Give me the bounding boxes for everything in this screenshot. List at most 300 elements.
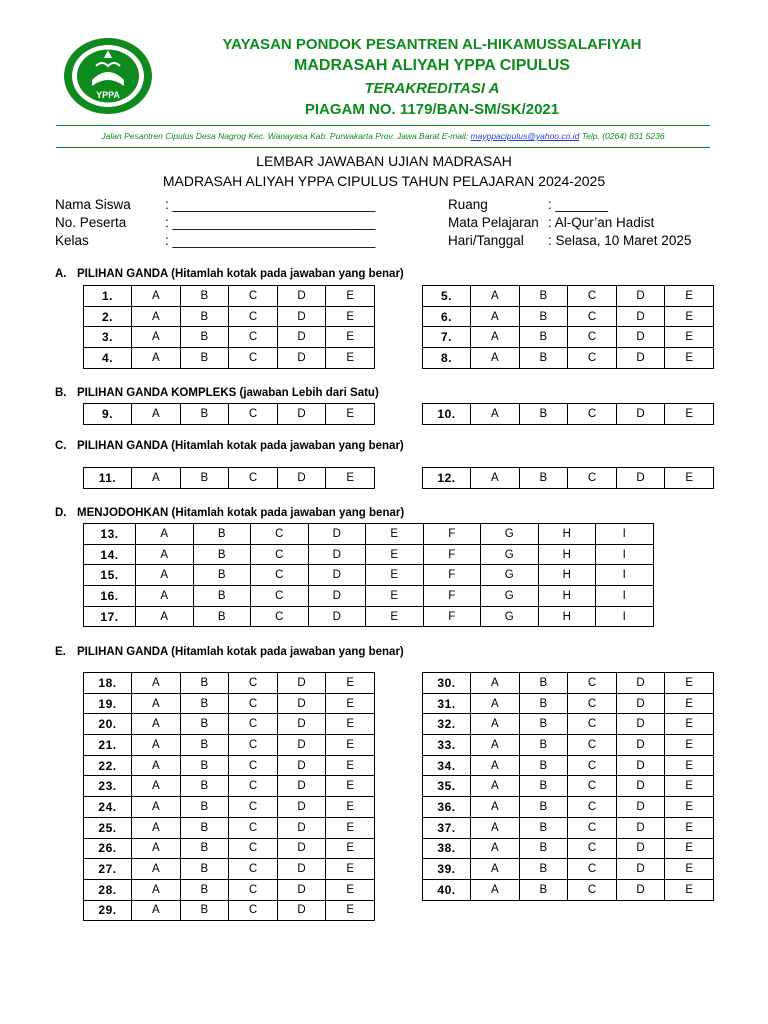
answer-option-box[interactable]: B: [519, 306, 568, 327]
answer-option-box[interactable]: C: [229, 673, 278, 694]
answer-table-a-right: [422, 285, 714, 369]
answer-option-box[interactable]: E: [326, 797, 375, 818]
answer-option-box[interactable]: A: [132, 348, 181, 369]
answer-table-c-right: [422, 467, 714, 489]
answer-option-box[interactable]: A: [132, 859, 181, 880]
answer-option-box[interactable]: C: [568, 404, 617, 425]
answer-option-box[interactable]: C: [568, 693, 617, 714]
answer-option-box[interactable]: E: [326, 838, 375, 859]
answer-option-box[interactable]: B: [180, 755, 229, 776]
answer-option-box[interactable]: E: [665, 859, 714, 880]
answer-option-box[interactable]: D: [308, 586, 366, 607]
answer-option-box[interactable]: E: [665, 286, 714, 307]
answer-option-box[interactable]: E: [665, 306, 714, 327]
answer-option-box[interactable]: C: [568, 838, 617, 859]
answer-option-box[interactable]: C: [568, 286, 617, 307]
answer-option-box[interactable]: E: [665, 735, 714, 756]
section-c-heading: [55, 440, 404, 452]
answer-option-box[interactable]: E: [665, 817, 714, 838]
answer-option-box[interactable]: C: [568, 714, 617, 735]
answer-option-box[interactable]: E: [366, 524, 424, 545]
answer-option-box[interactable]: C: [568, 673, 617, 694]
answer-row: [84, 693, 375, 714]
info-nama: [55, 197, 375, 212]
answer-option-box[interactable]: C: [229, 348, 278, 369]
answer-table-c-left: [83, 467, 375, 489]
answer-option-box[interactable]: A: [471, 879, 520, 900]
answer-option-box[interactable]: A: [471, 673, 520, 694]
answer-option-box[interactable]: E: [326, 468, 375, 489]
answer-option-box[interactable]: E: [326, 348, 375, 369]
answer-option-box[interactable]: D: [277, 838, 326, 859]
section-c-title: PILIHAN GANDA (Hitamlah kotak pada jawaban yang benar): [77, 440, 404, 452]
answer-option-box[interactable]: A: [471, 797, 520, 818]
answer-option-box[interactable]: E: [665, 879, 714, 900]
answer-option-box[interactable]: B: [180, 714, 229, 735]
answer-option-box[interactable]: A: [471, 859, 520, 880]
answer-option-box[interactable]: C: [229, 327, 278, 348]
question-number: 16.: [84, 586, 136, 607]
answer-table-d: [83, 523, 654, 627]
answer-option-box[interactable]: A: [132, 838, 181, 859]
answer-option-box[interactable]: A: [471, 817, 520, 838]
answer-row: [84, 900, 375, 921]
answer-option-box[interactable]: B: [180, 673, 229, 694]
kelas-value: : ___________________________: [165, 233, 376, 248]
answer-option-box[interactable]: C: [251, 586, 309, 607]
answer-option-box[interactable]: A: [132, 755, 181, 776]
answer-option-box[interactable]: D: [616, 327, 665, 348]
answer-option-box[interactable]: C: [229, 900, 278, 921]
answer-row: [84, 606, 654, 627]
answer-option-box[interactable]: E: [326, 879, 375, 900]
answer-option-box[interactable]: A: [132, 404, 181, 425]
question-number: 7.: [423, 327, 471, 348]
answer-option-box[interactable]: B: [193, 524, 251, 545]
answer-option-box[interactable]: E: [665, 776, 714, 797]
answer-option-box[interactable]: A: [132, 797, 181, 818]
answer-option-box[interactable]: G: [481, 544, 539, 565]
answer-option-box[interactable]: D: [277, 817, 326, 838]
question-number: 5.: [423, 286, 471, 307]
answer-option-box[interactable]: A: [132, 468, 181, 489]
answer-option-box[interactable]: A: [132, 286, 181, 307]
hari-value: : Selasa, 10 Maret 2025: [548, 233, 692, 248]
accreditation: TERAKREDITASI A: [364, 80, 500, 97]
answer-row: [84, 714, 375, 735]
answer-option-box[interactable]: H: [538, 606, 596, 627]
answer-option-box[interactable]: A: [136, 565, 194, 586]
answer-option-box[interactable]: D: [277, 714, 326, 735]
answer-option-box[interactable]: C: [229, 404, 278, 425]
answer-option-box[interactable]: B: [180, 306, 229, 327]
answer-option-box[interactable]: C: [251, 544, 309, 565]
answer-option-box[interactable]: B: [519, 879, 568, 900]
answer-option-box[interactable]: B: [180, 879, 229, 900]
answer-row: [423, 673, 714, 694]
answer-option-box[interactable]: H: [538, 586, 596, 607]
answer-option-box[interactable]: C: [229, 693, 278, 714]
question-number: 40.: [423, 879, 471, 900]
answer-option-box[interactable]: D: [308, 544, 366, 565]
answer-option-box[interactable]: A: [132, 735, 181, 756]
question-number: 20.: [84, 714, 132, 735]
answer-row: [423, 776, 714, 797]
answer-option-box[interactable]: D: [277, 286, 326, 307]
answer-option-box[interactable]: C: [568, 468, 617, 489]
answer-option-box[interactable]: B: [180, 838, 229, 859]
answer-option-box[interactable]: A: [471, 776, 520, 797]
answer-option-box[interactable]: E: [326, 755, 375, 776]
answer-option-box[interactable]: E: [326, 673, 375, 694]
answer-option-box[interactable]: A: [471, 286, 520, 307]
answer-option-box[interactable]: G: [481, 606, 539, 627]
question-number: 1.: [84, 286, 132, 307]
answer-option-box[interactable]: C: [568, 817, 617, 838]
answer-row: [423, 879, 714, 900]
question-number: 25.: [84, 817, 132, 838]
kelas-label: Kelas: [55, 233, 89, 248]
answer-option-box[interactable]: C: [568, 327, 617, 348]
answer-option-box[interactable]: D: [277, 327, 326, 348]
answer-option-box[interactable]: F: [423, 606, 481, 627]
answer-option-box[interactable]: A: [132, 714, 181, 735]
answer-option-box[interactable]: D: [616, 693, 665, 714]
question-number: 34.: [423, 755, 471, 776]
answer-option-box[interactable]: B: [519, 859, 568, 880]
answer-option-box[interactable]: E: [326, 714, 375, 735]
question-number: 33.: [423, 735, 471, 756]
answer-option-box[interactable]: F: [423, 565, 481, 586]
answer-option-box[interactable]: D: [616, 838, 665, 859]
section-a-heading: [55, 268, 404, 280]
answer-option-box[interactable]: D: [616, 286, 665, 307]
answer-row: [423, 735, 714, 756]
answer-option-box[interactable]: E: [326, 859, 375, 880]
answer-option-box[interactable]: B: [519, 817, 568, 838]
answer-option-box[interactable]: D: [308, 565, 366, 586]
answer-option-box[interactable]: E: [326, 693, 375, 714]
answer-option-box[interactable]: C: [229, 879, 278, 900]
ruang-label: Ruang: [448, 197, 488, 212]
answer-option-box[interactable]: D: [277, 735, 326, 756]
answer-option-box[interactable]: B: [193, 586, 251, 607]
answer-option-box[interactable]: E: [665, 797, 714, 818]
question-number: 15.: [84, 565, 136, 586]
answer-option-box[interactable]: A: [132, 817, 181, 838]
answer-option-box[interactable]: D: [616, 879, 665, 900]
answer-option-box[interactable]: E: [366, 606, 424, 627]
answer-table-b-left: [83, 403, 375, 425]
question-number: 22.: [84, 755, 132, 776]
info-ruang: [448, 197, 608, 212]
answer-row: [84, 817, 375, 838]
question-number: 19.: [84, 693, 132, 714]
school-name: MADRASAH ALIYAH YPPA CIPULUS: [294, 57, 570, 74]
answer-option-box[interactable]: B: [180, 817, 229, 838]
answer-row: [84, 524, 654, 545]
nama-label: Nama Siswa: [55, 197, 131, 212]
answer-option-box[interactable]: B: [180, 468, 229, 489]
question-number: 31.: [423, 693, 471, 714]
answer-option-box[interactable]: E: [366, 544, 424, 565]
answer-option-box[interactable]: B: [180, 286, 229, 307]
peserta-value: : ___________________________: [165, 215, 376, 230]
answer-option-box[interactable]: D: [277, 693, 326, 714]
answer-option-box[interactable]: E: [326, 900, 375, 921]
question-number: 6.: [423, 306, 471, 327]
answer-row: [423, 797, 714, 818]
answer-option-box[interactable]: C: [251, 524, 309, 545]
answer-option-box[interactable]: E: [326, 327, 375, 348]
answer-option-box[interactable]: B: [519, 776, 568, 797]
answer-option-box[interactable]: C: [568, 776, 617, 797]
answer-row: [84, 468, 375, 489]
answer-option-box[interactable]: B: [519, 755, 568, 776]
answer-option-box[interactable]: C: [229, 306, 278, 327]
answer-option-box[interactable]: A: [471, 714, 520, 735]
answer-option-box[interactable]: B: [180, 776, 229, 797]
answer-option-box[interactable]: A: [132, 673, 181, 694]
answer-option-box[interactable]: D: [616, 468, 665, 489]
answer-option-box[interactable]: C: [229, 838, 278, 859]
answer-option-box[interactable]: E: [665, 673, 714, 694]
answer-option-box[interactable]: B: [180, 348, 229, 369]
answer-row: [423, 693, 714, 714]
answer-option-box[interactable]: D: [616, 797, 665, 818]
answer-option-box[interactable]: B: [519, 838, 568, 859]
answer-option-box[interactable]: B: [519, 348, 568, 369]
answer-option-box[interactable]: E: [665, 327, 714, 348]
answer-row: [423, 755, 714, 776]
answer-option-box[interactable]: C: [568, 879, 617, 900]
answer-option-box[interactable]: B: [193, 565, 251, 586]
answer-option-box[interactable]: B: [519, 673, 568, 694]
answer-option-box[interactable]: B: [193, 544, 251, 565]
answer-row: [84, 565, 654, 586]
answer-option-box[interactable]: C: [568, 306, 617, 327]
section-b-letter: B.: [55, 387, 67, 399]
answer-option-box[interactable]: D: [616, 735, 665, 756]
answer-option-box[interactable]: D: [616, 776, 665, 797]
answer-option-box[interactable]: B: [519, 327, 568, 348]
question-number: 3.: [84, 327, 132, 348]
answer-option-box[interactable]: A: [136, 586, 194, 607]
answer-option-box[interactable]: C: [229, 817, 278, 838]
answer-row: [84, 544, 654, 565]
answer-option-box[interactable]: D: [277, 468, 326, 489]
question-number: 39.: [423, 859, 471, 880]
answer-option-box[interactable]: A: [132, 693, 181, 714]
answer-option-box[interactable]: E: [326, 817, 375, 838]
answer-option-box[interactable]: A: [471, 755, 520, 776]
answer-row: [423, 327, 714, 348]
answer-option-box[interactable]: C: [568, 797, 617, 818]
answer-option-box[interactable]: A: [136, 524, 194, 545]
section-b-heading: [55, 387, 379, 399]
answer-option-box[interactable]: A: [132, 327, 181, 348]
question-number: 17.: [84, 606, 136, 627]
answer-option-box[interactable]: E: [665, 404, 714, 425]
answer-option-box[interactable]: B: [519, 797, 568, 818]
answer-option-box[interactable]: C: [229, 735, 278, 756]
answer-option-box[interactable]: D: [277, 900, 326, 921]
answer-row: [84, 286, 375, 307]
answer-option-box[interactable]: G: [481, 565, 539, 586]
answer-row: [423, 714, 714, 735]
answer-option-box[interactable]: D: [277, 673, 326, 694]
answer-option-box[interactable]: A: [132, 879, 181, 900]
answer-option-box[interactable]: D: [616, 673, 665, 694]
answer-option-box[interactable]: A: [132, 776, 181, 797]
answer-option-box[interactable]: B: [519, 735, 568, 756]
answer-option-box[interactable]: D: [277, 348, 326, 369]
answer-option-box[interactable]: B: [180, 735, 229, 756]
answer-option-box[interactable]: A: [471, 327, 520, 348]
answer-option-box[interactable]: H: [538, 524, 596, 545]
header-rule-top: [56, 125, 710, 126]
answer-option-box[interactable]: E: [366, 586, 424, 607]
answer-option-box[interactable]: E: [326, 286, 375, 307]
answer-option-box[interactable]: D: [277, 776, 326, 797]
answer-option-box[interactable]: C: [568, 859, 617, 880]
answer-option-box[interactable]: G: [481, 524, 539, 545]
answer-option-box[interactable]: B: [519, 468, 568, 489]
answer-option-box[interactable]: E: [366, 565, 424, 586]
answer-option-box[interactable]: D: [277, 879, 326, 900]
answer-option-box[interactable]: C: [568, 755, 617, 776]
answer-option-box[interactable]: C: [229, 755, 278, 776]
address-suffix: Telp. (0264) 831 5236: [579, 131, 665, 141]
answer-option-box[interactable]: I: [596, 586, 654, 607]
question-number: 13.: [84, 524, 136, 545]
answer-option-box[interactable]: E: [326, 776, 375, 797]
answer-option-box[interactable]: D: [308, 606, 366, 627]
question-number: 35.: [423, 776, 471, 797]
answer-option-box[interactable]: H: [538, 565, 596, 586]
answer-option-box[interactable]: D: [616, 306, 665, 327]
answer-option-box[interactable]: C: [568, 735, 617, 756]
answer-option-box[interactable]: H: [538, 544, 596, 565]
answer-option-box[interactable]: D: [616, 714, 665, 735]
answer-option-box[interactable]: F: [423, 544, 481, 565]
answer-option-box[interactable]: A: [471, 735, 520, 756]
answer-option-box[interactable]: I: [596, 606, 654, 627]
section-c-letter: C.: [55, 440, 67, 452]
answer-option-box[interactable]: C: [229, 859, 278, 880]
answer-option-box[interactable]: A: [471, 348, 520, 369]
answer-option-box[interactable]: F: [423, 524, 481, 545]
question-number: 36.: [423, 797, 471, 818]
answer-option-box[interactable]: A: [136, 606, 194, 627]
answer-option-box[interactable]: A: [136, 544, 194, 565]
question-number: 9.: [84, 404, 132, 425]
answer-option-box[interactable]: D: [616, 404, 665, 425]
answer-option-box[interactable]: A: [471, 838, 520, 859]
answer-option-box[interactable]: B: [180, 797, 229, 818]
section-d-heading: [55, 507, 404, 519]
answer-option-box[interactable]: E: [665, 714, 714, 735]
answer-option-box[interactable]: B: [193, 606, 251, 627]
answer-option-box[interactable]: F: [423, 586, 481, 607]
answer-option-box[interactable]: E: [665, 348, 714, 369]
answer-option-box[interactable]: B: [519, 404, 568, 425]
answer-row: [423, 404, 714, 425]
answer-option-box[interactable]: E: [665, 468, 714, 489]
answer-option-box[interactable]: B: [180, 327, 229, 348]
answer-option-box[interactable]: G: [481, 586, 539, 607]
answer-option-box[interactable]: D: [616, 348, 665, 369]
question-number: 10.: [423, 404, 471, 425]
answer-option-box[interactable]: B: [519, 286, 568, 307]
question-number: 37.: [423, 817, 471, 838]
answer-table-a-left: [83, 285, 375, 369]
answer-option-box[interactable]: D: [277, 755, 326, 776]
ruang-value: : _______: [548, 197, 609, 212]
answer-option-box[interactable]: C: [251, 565, 309, 586]
answer-option-box[interactable]: D: [616, 755, 665, 776]
question-number: 12.: [423, 468, 471, 489]
answer-option-box[interactable]: C: [251, 606, 309, 627]
answer-option-box[interactable]: B: [519, 693, 568, 714]
peserta-label: No. Peserta: [55, 215, 127, 230]
answer-option-box[interactable]: B: [519, 714, 568, 735]
answer-option-box[interactable]: E: [326, 404, 375, 425]
question-number: 38.: [423, 838, 471, 859]
answer-option-box[interactable]: C: [229, 797, 278, 818]
answer-row: [84, 859, 375, 880]
answer-option-box[interactable]: D: [277, 797, 326, 818]
answer-option-box[interactable]: A: [132, 900, 181, 921]
answer-option-box[interactable]: C: [568, 348, 617, 369]
answer-option-box[interactable]: C: [229, 714, 278, 735]
answer-option-box[interactable]: E: [326, 306, 375, 327]
answer-option-box[interactable]: I: [596, 565, 654, 586]
answer-option-box[interactable]: E: [665, 838, 714, 859]
question-number: 26.: [84, 838, 132, 859]
answer-option-box[interactable]: A: [471, 468, 520, 489]
answer-option-box[interactable]: C: [229, 286, 278, 307]
answer-option-box[interactable]: E: [665, 693, 714, 714]
answer-option-box[interactable]: D: [277, 404, 326, 425]
answer-option-box[interactable]: C: [229, 776, 278, 797]
answer-option-box[interactable]: B: [180, 404, 229, 425]
question-number: 4.: [84, 348, 132, 369]
answer-option-box[interactable]: I: [596, 524, 654, 545]
answer-option-box[interactable]: E: [665, 755, 714, 776]
answer-option-box[interactable]: D: [308, 524, 366, 545]
answer-option-box[interactable]: B: [180, 859, 229, 880]
answer-row: [84, 327, 375, 348]
email-link[interactable]: mayppacipulus@yahoo.co.id: [470, 131, 580, 141]
answer-option-box[interactable]: E: [326, 735, 375, 756]
answer-option-box[interactable]: A: [471, 306, 520, 327]
answer-option-box[interactable]: B: [180, 693, 229, 714]
answer-option-box[interactable]: C: [229, 468, 278, 489]
answer-option-box[interactable]: I: [596, 544, 654, 565]
foundation-name: YAYASAN PONDOK PESANTREN AL-HIKAMUSSALAFIYAH: [222, 36, 642, 53]
answer-option-box[interactable]: D: [616, 859, 665, 880]
question-number: 28.: [84, 879, 132, 900]
answer-option-box[interactable]: B: [180, 900, 229, 921]
answer-option-box[interactable]: A: [132, 306, 181, 327]
answer-option-box[interactable]: A: [471, 693, 520, 714]
answer-option-box[interactable]: D: [616, 817, 665, 838]
answer-option-box[interactable]: D: [277, 859, 326, 880]
answer-option-box[interactable]: D: [277, 306, 326, 327]
nama-value: : ___________________________: [165, 197, 376, 212]
answer-option-box[interactable]: A: [471, 404, 520, 425]
